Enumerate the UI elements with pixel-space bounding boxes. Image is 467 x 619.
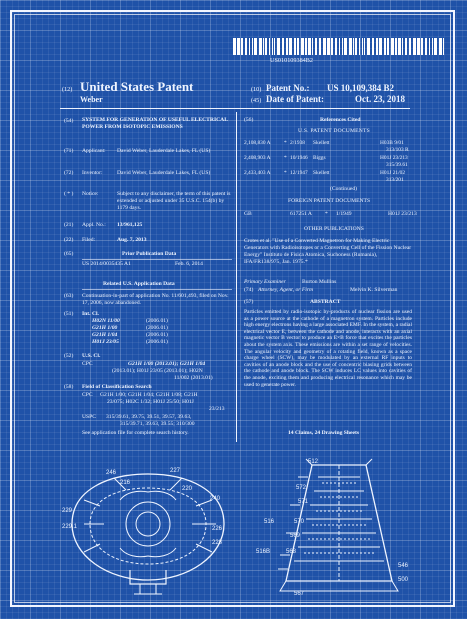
foreign-heading: FOREIGN PATENT DOCUMENTS [288, 198, 371, 204]
intcl-version: (2006.01) [146, 339, 168, 345]
fig-label-567: 567 [294, 591, 305, 597]
refs-heading: References Cited [320, 117, 361, 123]
us-doc-cls: H01J 21/02 [380, 170, 406, 176]
field-heading: Field of Classification Search [82, 384, 152, 390]
field-cpc-1: G21H 1/00; G21H 1/04; G21H 1/08; G21H [100, 392, 198, 398]
fig-label-512: 512 [308, 459, 319, 465]
barcode-bar [233, 38, 236, 55]
appl-no: 13/961,125 [117, 222, 143, 228]
us-doc-star: * [284, 170, 287, 176]
code-12: (12) [62, 86, 73, 93]
barcode-bar [409, 38, 411, 55]
barcode-bar [241, 38, 243, 55]
intcl-class: H02N 11/00 [92, 318, 120, 324]
us-doc-subclass: 315/39.61 [386, 162, 408, 168]
barcode-bar [402, 38, 403, 55]
barcode-bar [263, 38, 264, 55]
fig-label-220: 220 [182, 486, 193, 492]
intcl-class: G21H 1/00 [92, 325, 118, 331]
attorney-label: Attorney, Agent, or Firm [258, 287, 314, 293]
related-rule [82, 289, 232, 290]
fig-label-228: 228 [212, 540, 223, 546]
us-doc-name: Skellett [313, 140, 330, 146]
barcode-bar [429, 38, 430, 55]
cpc-label: CPC [82, 361, 93, 367]
code-71: (71) [64, 148, 74, 154]
barcode-bar [405, 38, 407, 55]
us-doc-no: 2,433,403 A [244, 170, 271, 176]
intcl-heading: Int. Cl. [82, 311, 99, 317]
barcode-bar [272, 38, 273, 55]
barcode-bar [432, 38, 433, 55]
fig-label-546: 546 [398, 563, 409, 569]
barcode-bar [359, 38, 360, 55]
barcode-bar [335, 38, 337, 55]
related-app: Continuation-in-part of application No. 11/601,493, filed on Nov. 17, 2006, now abandoned. [82, 293, 229, 306]
fig-label-227: 227 [170, 468, 181, 474]
attorney: Melvin K. Silverman [350, 287, 398, 293]
patent-title: SYSTEM FOR GENERATION OF USEFUL ELECTRICAL POWER FROM ISOTOPIC EMISSIONS [82, 117, 228, 130]
barcode-bar [237, 38, 240, 55]
patent-no-label: Patent No.: [266, 83, 310, 93]
us-doc-name: Skellett [313, 170, 330, 176]
uscl-heading: U.S. Cl. [82, 353, 101, 359]
barcode-bar [395, 38, 397, 55]
right-figure-drawing [250, 455, 430, 600]
barcode-bar [421, 38, 423, 55]
claims-summary: 14 Claims, 24 Drawing Sheets [288, 430, 360, 436]
uspc-label: USPC [82, 414, 96, 420]
other-publication: Crotes et al. "Use of a Converted Magnetron for Making Electric Generators with Radioisotopes or a Converting Cell of the Fission Nuclear Energy" Instituto de Fisica Atomica, Suchoness (Rumania), IFA/FR138/975, Jan. 1975.* [244, 238, 412, 265]
continued-note: (Continued) [330, 186, 358, 192]
examiner-label: Primary Examiner [244, 279, 286, 285]
us-doc-no: 2,108,830 A [244, 140, 271, 146]
intcl-version: (2006.01) [146, 325, 168, 331]
barcode-bar [308, 38, 311, 55]
fig-label-246: 246 [106, 470, 117, 476]
code-22: (22) [64, 237, 74, 243]
code-56: (56) [244, 117, 254, 123]
barcode-bar [384, 38, 386, 55]
abstract-heading: ABSTRACT [310, 299, 341, 305]
us-doc-star: * [284, 155, 287, 161]
fig-label-229: 229 [62, 508, 73, 514]
barcode-bar [289, 38, 292, 55]
barcode-bar [425, 38, 427, 55]
prior-rule [82, 259, 232, 260]
barcode-bar [398, 38, 401, 55]
barcode-bar [269, 38, 270, 55]
code-notice: ( * ) [64, 191, 74, 197]
fig-label-572: 572 [296, 485, 307, 491]
code-57: (57) [244, 299, 254, 305]
barcode-bar [319, 38, 321, 55]
barcode-bar [297, 38, 299, 55]
barcode-bar [249, 38, 250, 55]
prior-heading: Prior Publication Data [122, 251, 177, 257]
us-docs-heading: U.S. PATENT DOCUMENTS [298, 128, 370, 134]
intcl-class: H01J 23/05 [92, 339, 119, 345]
notice-label: Notice: [82, 191, 99, 197]
filed-label: Filed: [82, 237, 96, 243]
cpc-line-3: 11/002 (2013.01) [174, 375, 213, 381]
foreign-cc: GB [244, 211, 252, 217]
uspc-line-2: 315/39.71, 39.63, 39.55; 310/300 [120, 421, 195, 427]
barcode-bar [362, 38, 363, 55]
barcode-bar [379, 38, 382, 55]
barcode-bar [339, 38, 340, 55]
us-doc-cls: H03B 9/01 [380, 140, 404, 146]
appl-label: Appl. No.: [82, 222, 106, 228]
code-21: (21) [64, 222, 74, 228]
field-cpc-3: 23/213 [209, 406, 225, 412]
barcode-bar [344, 38, 347, 55]
code-63: (63) [64, 293, 74, 299]
uspc-line-1: 315/39.61, 39.75, 39.51, 39.57, 39.63, [106, 414, 192, 420]
cpc-line-2: (2013.01); H01J 23/05 (2013.01); H02N [112, 368, 203, 374]
code-72: (72) [64, 170, 74, 176]
barcode-bar [286, 38, 288, 55]
us-doc-date: 12/1947 [290, 170, 308, 176]
code-10: (10) [251, 86, 262, 93]
prior-pub: US 2014/0035435 A1 [82, 261, 131, 267]
related-heading: Related U.S. Application Data [103, 281, 175, 287]
inventor-label: Inventor: [82, 170, 103, 176]
barcode-bar [323, 38, 326, 55]
column-divider [236, 112, 237, 442]
barcode-bar [372, 38, 374, 55]
fig-label-516b: 516B [256, 549, 271, 555]
code-65: (65) [64, 251, 74, 257]
barcode-bar [282, 38, 284, 55]
barcode-bar [327, 38, 330, 55]
barcode-bar [331, 38, 333, 55]
barcode-bar [265, 38, 267, 55]
fig-label-569: 569 [290, 533, 301, 539]
barcode-bar [252, 38, 253, 55]
us-doc-date: 2/1938 [290, 140, 305, 146]
prior-date: Feb. 6, 2014 [175, 261, 203, 267]
fig-label-229-1: 229.1 [62, 524, 78, 530]
barcode-bar [391, 38, 394, 55]
intcl-class: G21H 1/04 [92, 332, 118, 338]
barcode-bar [301, 38, 304, 55]
fig-label-500: 500 [398, 577, 409, 583]
intcl-version: (2006.01) [146, 332, 168, 338]
code-52: (52) [64, 353, 74, 359]
field-cpc-2: 23/075; H02C 1/32; H01J 25/50; H01J [107, 399, 194, 405]
examiner: Burton Mullins [302, 279, 337, 285]
code-58: (58) [64, 384, 74, 390]
barcode-bar [312, 38, 313, 55]
us-doc-subclass: 313/103 R [386, 147, 409, 153]
us-doc-no: 2,408,903 A [244, 155, 271, 161]
office-title: United States Patent [80, 79, 194, 94]
barcode-bar [355, 38, 357, 55]
code-54: (54) [64, 118, 74, 124]
fig-label-516: 516 [264, 519, 275, 525]
us-doc-cls: H01J 23/213 [380, 155, 408, 161]
foreign-no: 617251 A [290, 211, 312, 217]
barcode-bar [274, 38, 275, 55]
foreign-cls: H01J 23/213 [388, 211, 417, 217]
barcode-bar [387, 38, 389, 55]
us-doc-date: 10/1946 [290, 155, 308, 161]
other-heading: OTHER PUBLICATIONS [304, 226, 364, 232]
barcode-bar [376, 38, 378, 55]
fig-label-240: 240 [210, 496, 221, 502]
barcode [233, 38, 445, 55]
code-51: (51) [64, 311, 74, 317]
barcode-bar [417, 38, 420, 55]
header-rule [60, 108, 410, 109]
field-cpc-label: CPC [82, 392, 93, 398]
barcode-bar [439, 38, 442, 55]
barcode-bar [245, 38, 247, 55]
fig-label-570: 570 [294, 519, 305, 525]
barcode-bar [413, 38, 416, 55]
barcode-bar [443, 38, 444, 55]
inventor-short: Weber [80, 95, 103, 104]
filed-date: Aug. 7, 2013 [117, 237, 147, 243]
cpc-line-1: G21H 1/00 (2013.01); G21H 1/04 [128, 361, 206, 367]
patent-no: US 10,109,384 B2 [327, 83, 395, 93]
inventor: David Weber, Lauderdale Lakes, FL (US) [117, 170, 211, 176]
code-45: (45) [251, 97, 262, 104]
date-label: Date of Patent: [266, 94, 324, 104]
fig-label-571: 571 [298, 499, 309, 505]
barcode-bar [367, 38, 370, 55]
fig-label-216: 216 [120, 480, 131, 486]
applicant-label: Applicant: [82, 148, 106, 154]
barcode-bar [364, 38, 365, 55]
intcl-version: (2006.01) [146, 318, 168, 324]
barcode-bar [277, 38, 280, 55]
us-doc-star: * [284, 140, 287, 146]
fig-label-226: 226 [212, 526, 223, 532]
left-figure-drawing [60, 460, 240, 600]
code-74: (74) [244, 287, 254, 293]
barcode-bar [294, 38, 296, 55]
foreign-star: * [325, 211, 328, 217]
us-doc-name: Biggs [313, 155, 326, 161]
foreign-date: 1/1949 [336, 211, 352, 217]
patent-date: Oct. 23, 2018 [355, 94, 405, 104]
notice: Subject to any disclaimer, the term of this patent is extended or adjusted under 35 U.S.C. 154(b) by 1179 days. [117, 191, 231, 211]
barcode-bar [434, 38, 437, 55]
barcode-bar [254, 38, 257, 55]
barcode-bar [305, 38, 307, 55]
barcode-bar [315, 38, 317, 55]
barcode-bar [349, 38, 352, 55]
barcode-bar [353, 38, 354, 55]
barcode-bar [342, 38, 343, 55]
fig-label-568: 568 [286, 549, 297, 555]
search-note: See application file for complete search history. [82, 430, 189, 436]
barcode-number: US010109384B2 [270, 57, 313, 64]
us-doc-subclass: 313/201 [386, 177, 404, 183]
barcode-bar [259, 38, 262, 55]
applicant: David Weber, Lauderdale Lakes, FL (US) [117, 148, 211, 154]
abstract-text: Particles emitted by radio-isotopic by-products of nuclear fission are used as a power source at the cathode of a magnetron system. Particles include high energy electrons having a large associated EMF. In the system, a radial electrical vector E, between the cathode and anode, interacts with an axial magnetic vector B vector to produce an E×B force that excites the particles about the system axis. These emissions are within a set range of velocities. The angular velocity and geometry of a rotating field, known as a space charge wheel (SCW), may be modulated by an external RF inputs to cavities of an anode block and the use of concentric biasing grids between the cathode and anode block. The SCW induces LC values into cavities of the anode, exciting them and producing electrical resonance which may be used to generate power. [244, 309, 412, 388]
